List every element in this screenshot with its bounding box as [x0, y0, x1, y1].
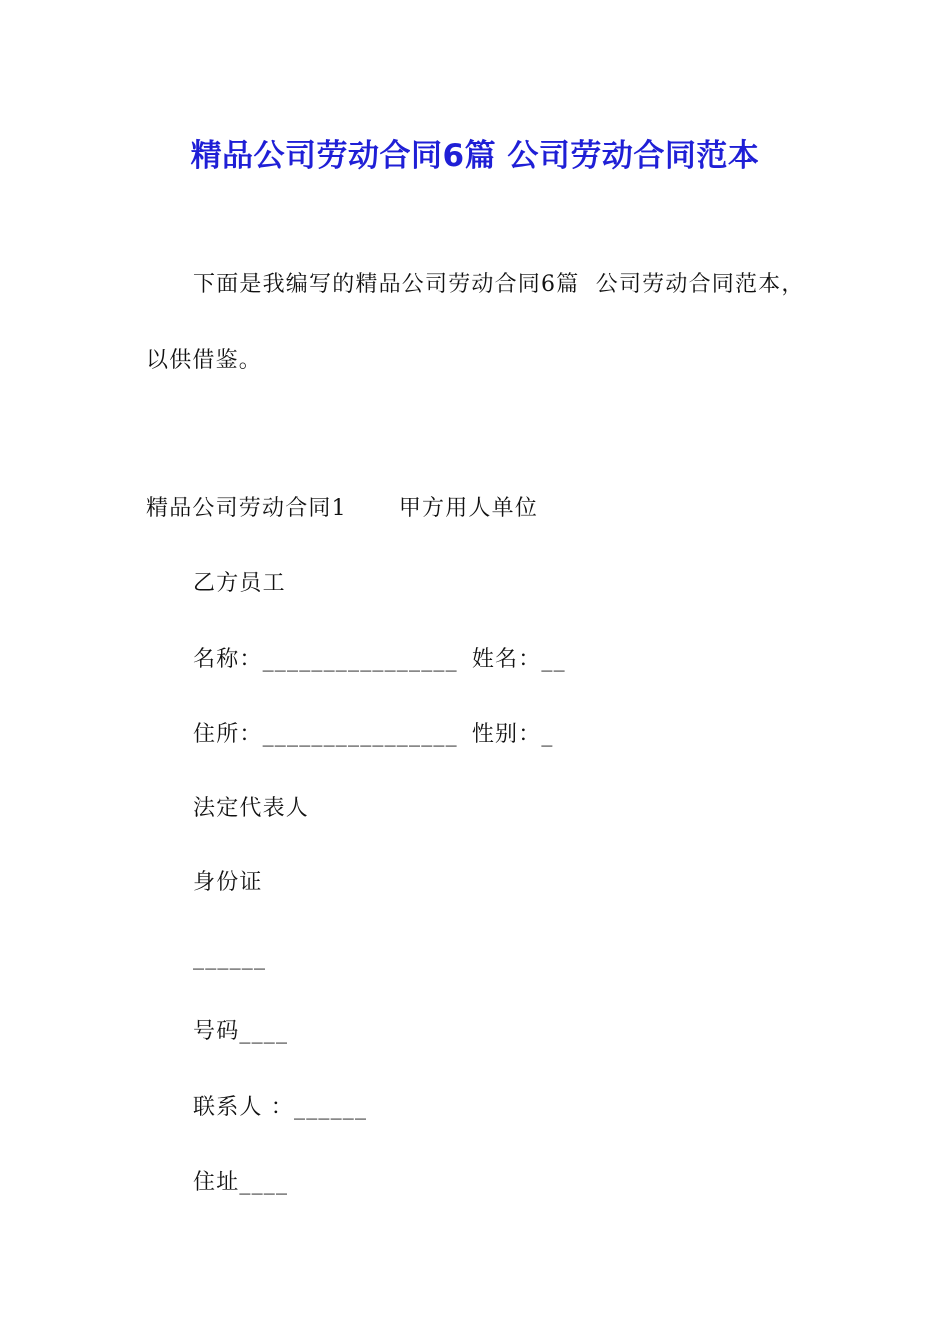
- name-row: [193, 645, 566, 675]
- intro-paragraph-line-2: 以供借鉴。: [146, 348, 263, 373]
- employee-gender-field: 性别：_: [471, 722, 554, 747]
- company-name-field: 名称：________________: [193, 647, 458, 672]
- intro-paragraph-line-1: 下面是我编写的精品公司劳动合同6篇 公司劳动合同范本，: [193, 272, 805, 297]
- id-number-field: 号码____: [193, 1019, 289, 1044]
- legal-representative-label: 法定代表人: [193, 796, 310, 821]
- company-address-field: 住所：________________: [193, 722, 458, 747]
- contact-person-field: 联系人 ：______: [193, 1095, 368, 1120]
- party-b-label: 乙方员工: [193, 571, 286, 596]
- id-card-label: 身份证: [193, 870, 263, 895]
- contract-1-header-row: [146, 494, 538, 524]
- residence-field: 住址____: [193, 1170, 289, 1195]
- party-a-label: 甲方用人单位: [398, 496, 539, 521]
- blank-underline: ______: [193, 945, 267, 970]
- document-title: 精品公司劳动合同6篇 公司劳动合同范本: [190, 138, 760, 174]
- contract-1-heading: 精品公司劳动合同1: [146, 496, 347, 521]
- address-row: [193, 720, 554, 750]
- employee-name-field: 姓名：__: [471, 647, 566, 672]
